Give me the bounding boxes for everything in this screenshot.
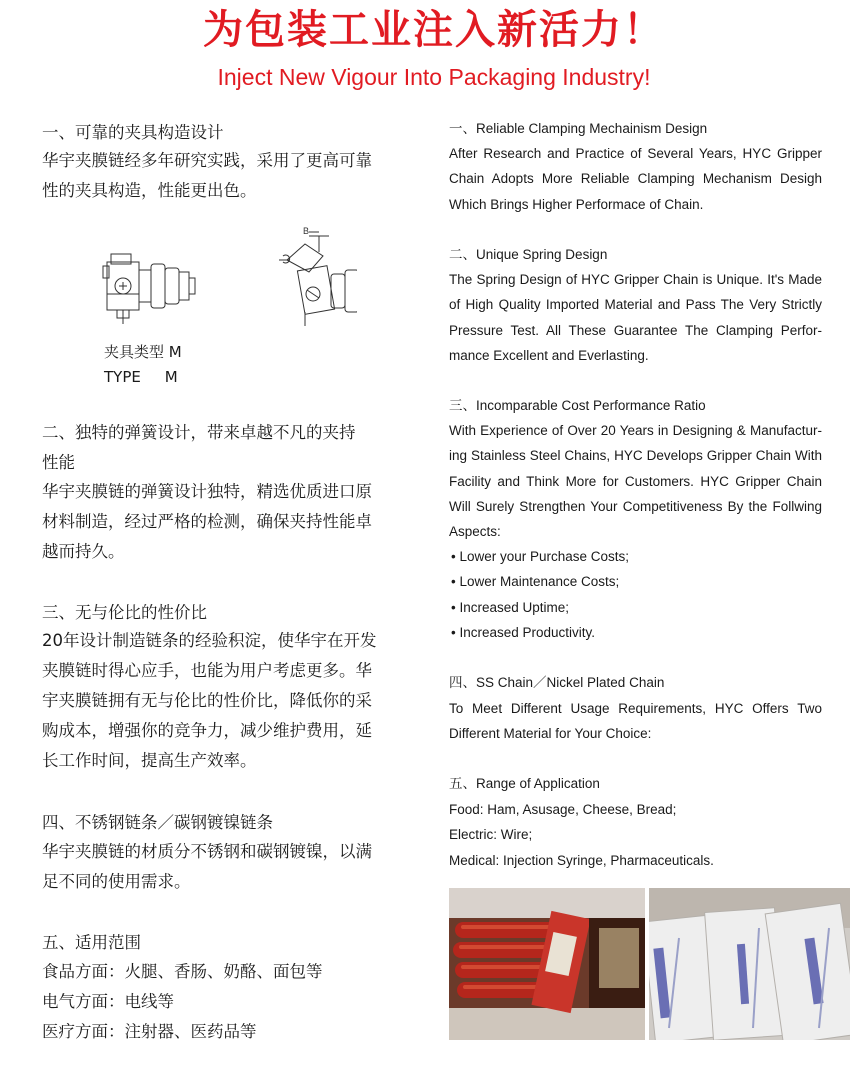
cn-heading-1: 一、可靠的夹具构造设计 (42, 123, 224, 142)
en-paragraph-5 (449, 797, 822, 873)
en-line: Electric: Wire; (449, 827, 533, 843)
en-paragraph-1 (449, 141, 822, 217)
title-cn: 为包装工业注入新活力！ (203, 7, 665, 53)
list-item: • Lower Maintenance Costs; (451, 574, 620, 590)
en-line: Facility and Think More for Customers. HYC Gripper Chain (449, 473, 822, 489)
cn-line: 足不同的使用需求。 (42, 872, 191, 891)
cn-line: 电气方面：电线等 (42, 992, 174, 1011)
en-paragraph-4 (449, 696, 822, 747)
cn-line: 食品方面：火腿、香肠、奶酪、面包等 (42, 962, 323, 981)
cn-heading-5: 五、适用范围 (42, 933, 141, 952)
sausage-package-photo (449, 888, 645, 1040)
list-item: • Increased Productivity. (451, 624, 596, 640)
cn-paragraph-1 (42, 146, 422, 206)
diagram-label-b: B (303, 226, 310, 236)
en-line: The Spring Design of HYC Gripper Chain is Unique. It's Made (449, 272, 822, 287)
en-line: With Experience of Over 20 Years in Designing & Manufactur- (449, 423, 822, 438)
en-line: After Research and Practice of Several Years, HYC Gripper (449, 146, 822, 161)
en-bullet-list (451, 544, 629, 645)
cn-line: 华宇夹膜链的材质分不锈钢和碳钢镀镍，以满 (42, 842, 372, 861)
en-line: of High Quality Imported Material and Pass The Very Strictly (449, 297, 822, 313)
cn-paragraph-4 (42, 837, 422, 897)
cn-line: 购成本，增强你的竞争力，减少维护费用，延 (42, 721, 372, 740)
cn-paragraph-5 (42, 957, 422, 1047)
en-line: Pressure Test. All These Guarantee The Clamping Perfor- (449, 322, 822, 338)
en-line: Medical: Injection Syringe, Pharmaceuticals. (449, 852, 714, 868)
en-heading-3: 三、Incomparable Cost Performance Ratio (449, 398, 706, 413)
cn-line: 越而持久。 (42, 542, 125, 561)
en-line: ing Stainless Steel Chains, HYC Develops Gripper Chain With (449, 448, 822, 464)
en-heading-1: 一、Reliable Clamping Mechainism Design (449, 121, 708, 136)
type-label-en: TYPE M (104, 368, 178, 386)
en-heading-2: 二、Unique Spring Design (449, 247, 608, 262)
cn-line: 宇夹膜链拥有无与伦比的性价比，降低你的采 (42, 691, 372, 710)
cn-heading-4: 四、不锈钢链条／碳钢镀镍链条 (42, 813, 273, 832)
en-line: Aspects: (449, 524, 501, 540)
cn-line: 夹膜链时得心应手，也能为用户考虑更多。华 (42, 661, 372, 680)
en-line: Which Brings Higher Performace of Chain. (449, 196, 704, 212)
en-line: mance Excellent and Everlasting. (449, 347, 649, 363)
type-label-cn: 夹具类型 M (104, 343, 182, 361)
cn-line: 材料制造，经过严格的检测，确保夹持性能卓 (42, 512, 372, 531)
syringe-package-photo (649, 888, 850, 1040)
cn-paragraph-2 (42, 477, 422, 567)
clamp-diagram (97, 222, 357, 332)
cn-line: 华宇夹膜链经多年研究实践，采用了更高可靠 (42, 151, 372, 170)
cn-heading-2-line-2: 性能 (42, 453, 75, 472)
en-line: Will Surely Strengthen Your Competitiveness By the Follwing (449, 498, 822, 514)
en-heading-4: 四、SS Chain／Nickel Plated Chain (449, 675, 665, 690)
en-line: To Meet Different Usage Requirements, HYC Offers Two (449, 701, 822, 716)
en-line: Different Material for Your Choice: (449, 726, 652, 742)
en-heading-5: 五、Range of Application (449, 776, 600, 791)
en-line: Chain Adopts More Reliable Clamping Mechanism Desigh (449, 171, 822, 187)
list-item: • Lower your Purchase Costs; (451, 549, 630, 564)
en-paragraph-3 (449, 418, 822, 544)
title-en: Inject New Vigour Into Packaging Industry! (217, 64, 651, 90)
cn-line: 华宇夹膜链的弹簧设计独特，精选优质进口原 (42, 482, 372, 501)
list-item: • Increased Uptime; (451, 599, 570, 615)
cn-line: 医疗方面：注射器、医药品等 (42, 1022, 257, 1041)
en-line: Food: Ham, Asusage, Cheese, Bread; (449, 802, 677, 817)
en-paragraph-2 (449, 267, 822, 368)
cn-heading-3: 三、无与伦比的性价比 (42, 603, 207, 622)
cn-paragraph-3 (42, 626, 422, 776)
cn-line: 长工作时间，提高生产效率。 (42, 751, 257, 770)
cn-line: 性的夹具构造，性能更出色。 (42, 181, 257, 200)
cn-line: 20年设计制造链条的经验积淀，使华宇在开发 (42, 631, 377, 650)
cn-heading-2-line-1: 二、独特的弹簧设计，带来卓越不凡的夹持 (42, 423, 356, 442)
